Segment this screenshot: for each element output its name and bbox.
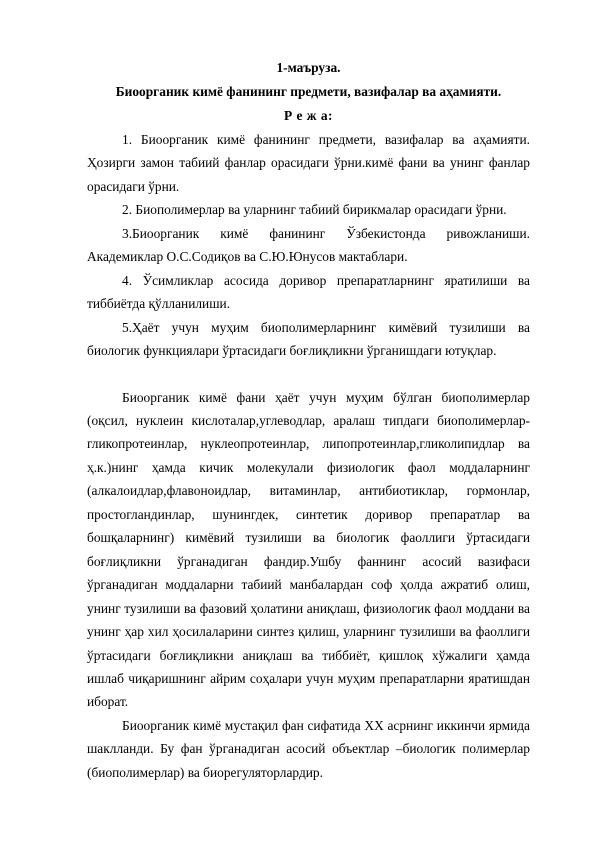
plan-item-5: 5.Ҳаёт учун муҳим биополимерларнинг кимёвий тузилиши ва биологик функциялари ўртасидаги боғлиқликни ўрганишдаги ютуқлар. <box>87 319 530 359</box>
lecture-title: Биоорганик кимё фанининг предмети, вазифалар ва аҳамияти. <box>115 84 502 99</box>
body-paragraph-1: Биоорганик кимё фани ҳаёт учун муҳим бўлган биополимерлар (оқсил, нуклеин кислоталар,углеводлар, аралаш типдаги биополимерлар-гликопротеинлар, нуклеопротеинлар, липопротеинлар,гликолипидлар ва ҳ.к.)нинг ҳамда кичик молекулали физиологик фаол моддаларнинг (алкалоидлар,флавоноидлар, витаминлар, антибиотиклар, гормонлар, простогландинлар, шунингдек, синтетик доривор препаратлар ва бошқаларнинг) кимёвий тузилиши ва биологик фаоллиги ўртасидаги боғлиқликни ўрганадиган фандир.Ушбу фаннинг асосий вазифаси ўрганадиган моддаларни табиий манбалардан соф ҳолда ажратиб олиш, унинг тузилиши ва фазовий ҳолатини аниқлаш, физиологик фаол моддани ва унинг ҳар хил ҳосилаларини синтез қилиш, уларнинг тузилиши ва фаоллиги ўртасидаги боғлиқликни аниқлаш ва тиббиёт, қишлоқ хўжалиги ҳамда ишлаб чиқаришнинг айрим соҳалари учун муҳим препаратларни яратишдан иборат. <box>87 389 530 710</box>
body-paragraph-2: Биоорганик кимё мустақил фан сифатида XX асрнинг иккинчи ярмида шаклланди. Бу фан ўрганадиган асосий объектлар –биологик полимерлар (биополимерлар) ва биорегуляторлардир. <box>87 717 530 780</box>
plan-item-3: 3.Биоорганик кимё фанининг Ўзбекистонда ривожланиши. Академиклар О.С.Содиқов ва С.Ю.Юнусов мактаблари. <box>87 225 530 265</box>
plan-list <box>87 128 530 363</box>
plan-item-2: 2. Биополимерлар ва уларнинг табиий бирикмалар орасидаги ўрни. <box>122 202 507 218</box>
document-page <box>87 56 530 784</box>
plan-heading: Р е ж а: <box>283 108 334 123</box>
plan-item-1: 1. Биоорганик кимё фанининг предмети, вазифалар ва аҳамияти. Ҳозирги замон табиий фанлар орасидаги ўрни.кимё фани ва унинг фанлар орасидаги ўрни. <box>87 132 530 194</box>
plan-item-4: 4. Ўсимликлар асосида доривор препаратларнинг яратилиши ва тиббиётда қўлланилиши. <box>87 272 530 312</box>
section-gap <box>87 363 530 386</box>
lecture-number: 1-маъруза. <box>276 60 341 75</box>
